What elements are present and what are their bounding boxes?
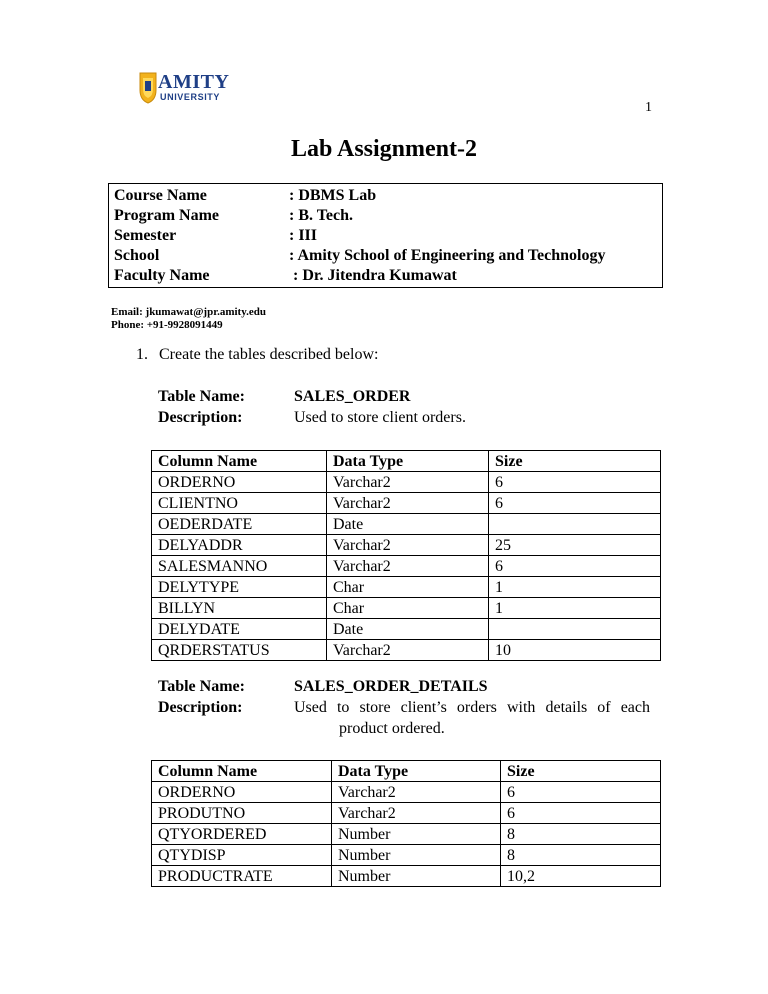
cell-data-type: Date — [327, 619, 489, 640]
cell-column-name: QRDERSTATUS — [152, 640, 327, 661]
info-value: : Amity School of Engineering and Technology — [289, 247, 606, 264]
table-name: SALES_ORDER — [294, 388, 411, 405]
cell-data-type: Varchar2 — [327, 493, 489, 514]
table-row — [152, 619, 661, 640]
table-row — [152, 640, 661, 661]
cell-size: 6 — [489, 472, 661, 493]
contact-phone: Phone: +91-9928091449 — [111, 319, 223, 331]
logo-wordmark: AMITY — [158, 71, 230, 93]
cell-size: 6 — [489, 493, 661, 514]
cell-data-type: Varchar2 — [332, 803, 501, 824]
question-number: 1. — [136, 346, 148, 363]
page-title: Lab Assignment-2 — [290, 136, 478, 162]
cell-column-name: SALESMANNO — [152, 556, 327, 577]
cell-data-type: Varchar2 — [327, 640, 489, 661]
cell-data-type: Number — [332, 866, 501, 887]
cell-size: 25 — [489, 535, 661, 556]
cell-column-name: BILLYN — [152, 598, 327, 619]
table-desc-label: Description: — [158, 699, 243, 716]
cell-data-type: Number — [332, 845, 501, 866]
table-desc-label: Description: — [158, 409, 243, 426]
cell-data-type: Varchar2 — [327, 535, 489, 556]
table-header-row — [152, 451, 661, 472]
cell-size: 1 — [489, 577, 661, 598]
cell-column-name: DELYADDR — [152, 535, 327, 556]
info-label: School — [114, 247, 160, 264]
cell-data-type: Date — [327, 514, 489, 535]
header-data-type: Data Type — [332, 761, 501, 782]
cell-size: 8 — [501, 824, 661, 845]
table-row — [152, 598, 661, 619]
table-desc: Used to store client’s orders with details of each — [294, 699, 650, 716]
info-label: Faculty Name — [114, 267, 210, 284]
table-row — [152, 472, 661, 493]
table-row — [152, 803, 661, 824]
info-value: : III — [289, 227, 318, 244]
cell-column-name: PRODUTNO — [152, 803, 332, 824]
cell-size: 8 — [501, 845, 661, 866]
table-header-row — [152, 761, 661, 782]
table-row — [152, 782, 661, 803]
cell-size: 6 — [501, 782, 661, 803]
table-row — [152, 493, 661, 514]
university-logo — [139, 70, 239, 106]
table-name-label: Table Name: — [158, 388, 245, 405]
cell-column-name: QTYORDERED — [152, 824, 332, 845]
table-row — [152, 845, 661, 866]
cell-column-name: CLIENTNO — [152, 493, 327, 514]
table-row — [152, 514, 661, 535]
cell-size: 6 — [501, 803, 661, 824]
info-value: : DBMS Lab — [289, 187, 377, 204]
cell-data-type: Number — [332, 824, 501, 845]
table-row — [152, 535, 661, 556]
page-number: 1 — [645, 100, 652, 115]
cell-data-type: Char — [327, 577, 489, 598]
info-label: Program Name — [114, 207, 219, 224]
cell-column-name: OEDERDATE — [152, 514, 327, 535]
cell-data-type: Varchar2 — [327, 472, 489, 493]
cell-column-name: ORDERNO — [152, 782, 332, 803]
course-info-box — [108, 183, 663, 288]
info-value: : B. Tech. — [289, 207, 354, 224]
cell-column-name: DELYDATE — [152, 619, 327, 640]
sales-order-table — [151, 450, 661, 661]
cell-size — [489, 514, 661, 535]
cell-column-name: DELYTYPE — [152, 577, 327, 598]
amity-crest-icon — [139, 70, 157, 104]
cell-size: 10 — [489, 640, 661, 661]
header-data-type: Data Type — [327, 451, 489, 472]
cell-column-name: ORDERNO — [152, 472, 327, 493]
header-size: Size — [489, 451, 661, 472]
cell-column-name: PRODUCTRATE — [152, 866, 332, 887]
cell-column-name: QTYDISP — [152, 845, 332, 866]
sales-order-details-table — [151, 760, 661, 887]
cell-data-type: Char — [327, 598, 489, 619]
contact-email: Email: jkumawat@jpr.amity.edu — [111, 306, 266, 318]
header-column-name: Column Name — [152, 761, 332, 782]
table-name: SALES_ORDER_DETAILS — [294, 678, 488, 695]
info-label: Course Name — [114, 187, 207, 204]
table-desc: Used to store client orders. — [294, 409, 466, 426]
table-row — [152, 556, 661, 577]
table-desc-continued: product ordered. — [339, 720, 445, 737]
cell-size: 10,2 — [501, 866, 661, 887]
cell-size — [489, 619, 661, 640]
table-row — [152, 577, 661, 598]
table-name-label: Table Name: — [158, 678, 245, 695]
table-row — [152, 866, 661, 887]
cell-data-type: Varchar2 — [332, 782, 501, 803]
header-column-name: Column Name — [152, 451, 327, 472]
table-row — [152, 824, 661, 845]
cell-size: 6 — [489, 556, 661, 577]
header-size: Size — [501, 761, 661, 782]
question-text: Create the tables described below: — [159, 346, 379, 363]
cell-data-type: Varchar2 — [327, 556, 489, 577]
logo-subtitle: UNIVERSITY — [160, 92, 221, 102]
info-value: : Dr. Jitendra Kumawat — [289, 267, 457, 284]
cell-size: 1 — [489, 598, 661, 619]
info-label: Semester — [114, 227, 177, 244]
